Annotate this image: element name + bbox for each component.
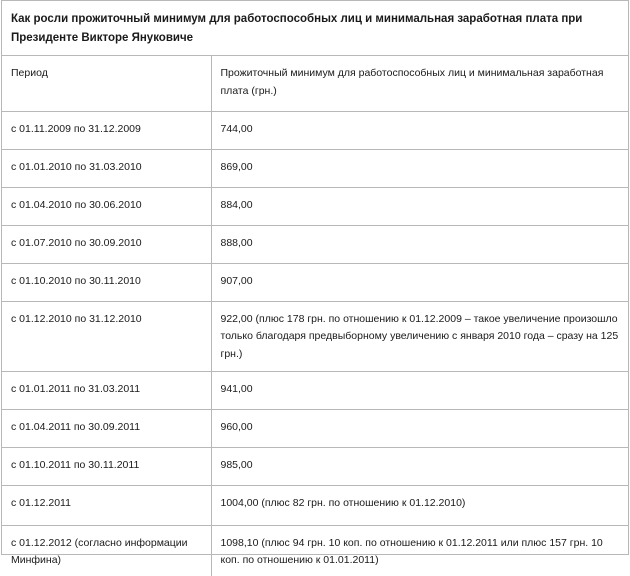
row-period: с 01.12.2011 bbox=[2, 485, 211, 525]
table-row bbox=[2, 225, 628, 263]
table-row bbox=[2, 371, 628, 409]
table-row bbox=[2, 447, 628, 485]
row-value: 985,00 bbox=[211, 447, 628, 485]
row-period: с 01.10.2010 по 30.11.2010 bbox=[2, 263, 211, 301]
table-row bbox=[2, 301, 628, 371]
row-period: с 01.01.2010 по 31.03.2010 bbox=[2, 149, 211, 187]
row-value: 884,00 bbox=[211, 187, 628, 225]
table-header-row bbox=[2, 56, 628, 111]
table-row bbox=[2, 149, 628, 187]
row-period: с 01.12.2012 (согласно информации Минфина) bbox=[2, 525, 211, 576]
table-title: Как росли прожиточный минимум для работоспособных лиц и минимальная заработная плата при Президенте Викторе Януковиче bbox=[2, 1, 628, 56]
document-table-container bbox=[1, 0, 629, 566]
data-table bbox=[2, 56, 628, 576]
header-period: Период bbox=[2, 56, 211, 111]
row-period: с 01.04.2011 по 30.09.2011 bbox=[2, 409, 211, 447]
table-row bbox=[2, 409, 628, 447]
row-period: с 01.10.2011 по 30.11.2011 bbox=[2, 447, 211, 485]
table-row bbox=[2, 111, 628, 149]
table-row bbox=[2, 525, 628, 576]
table-row bbox=[2, 187, 628, 225]
row-value: 1004,00 (плюс 82 грн. по отношению к 01.12.2010) bbox=[211, 485, 628, 525]
table-row bbox=[2, 263, 628, 301]
row-value: 1098,10 (плюс 94 грн. 10 коп. по отношению к 01.12.2011 или плюс 157 грн. 10 коп. по отношению к 01.01.2011) bbox=[211, 525, 628, 576]
row-period: с 01.12.2010 по 31.12.2010 bbox=[2, 301, 211, 371]
row-value: 869,00 bbox=[211, 149, 628, 187]
row-value: 960,00 bbox=[211, 409, 628, 447]
row-period: с 01.04.2010 по 30.06.2010 bbox=[2, 187, 211, 225]
row-period: с 01.01.2011 по 31.03.2011 bbox=[2, 371, 211, 409]
header-value: Прожиточный минимум для работоспособных лиц и минимальная заработная плата (грн.) bbox=[211, 56, 628, 111]
row-value: 922,00 (плюс 178 грн. по отношению к 01.12.2009 – такое увеличение произошло только благодаря предвыборному увеличению с января 2010 года – сразу на 125 грн.) bbox=[211, 301, 628, 371]
row-period: с 01.11.2009 по 31.12.2009 bbox=[2, 111, 211, 149]
row-period: с 01.07.2010 по 30.09.2010 bbox=[2, 225, 211, 263]
row-value: 941,00 bbox=[211, 371, 628, 409]
row-value: 888,00 bbox=[211, 225, 628, 263]
row-value: 744,00 bbox=[211, 111, 628, 149]
table-row bbox=[2, 485, 628, 525]
row-value: 907,00 bbox=[211, 263, 628, 301]
